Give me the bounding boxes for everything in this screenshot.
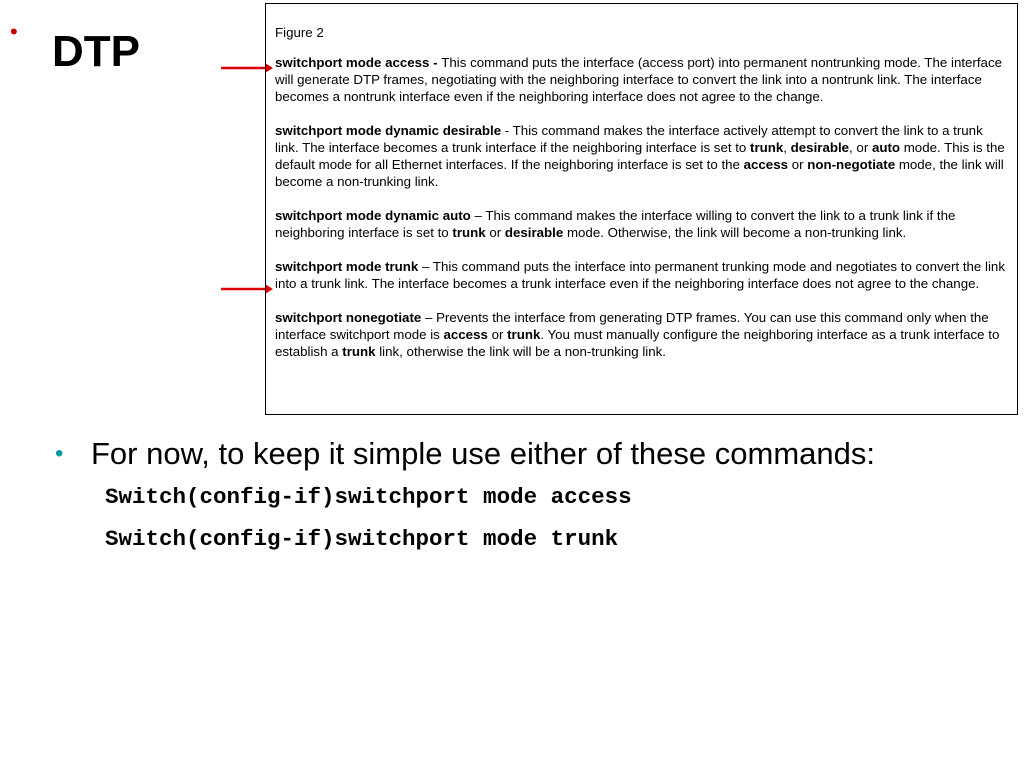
paragraph-text: This command puts the interface (access port) into permanent nontrunking mode. The interface will generate DTP frames, negotiating with the neighboring interface to convert the link into a nontrunk link. The interface becomes a nontrunk interface even if the neighboring interface does not agree to the change. (275, 55, 1002, 104)
bullet-text: For now, to keep it simple use either of these commands: (91, 436, 875, 471)
paragraph-text: . You must manually configure the neighboring interface as a trunk interface to establish a (275, 327, 1000, 359)
paragraph-text: mode. This is the default mode for all Ethernet interfaces. If the neighboring interface is set to the (275, 140, 1005, 172)
bold-term: switchport mode dynamic auto (275, 208, 471, 223)
slide-title: DTP (52, 27, 140, 76)
figure-paragraph (275, 258, 1009, 292)
paragraph-text: mode. Otherwise, the link will become a non-trunking link. (563, 225, 907, 240)
bold-term: trunk (452, 225, 486, 240)
figure-paragraphs (275, 54, 1009, 360)
figure-2-box (265, 3, 1018, 415)
paragraph-text: , or (849, 140, 872, 155)
figure-title: Figure 2 (275, 25, 324, 40)
bold-term: trunk (342, 344, 376, 359)
figure-paragraph (275, 309, 1009, 360)
paragraph-text: - This command makes the interface actively attempt to convert the link to a trunk link. The interface becomes a trunk interface if the neighboring interface is set to (275, 123, 983, 155)
command-trunk: Switch(config-if)switchport mode trunk (105, 526, 619, 552)
figure-paragraph (275, 122, 1009, 190)
bold-term: desirable (504, 225, 564, 240)
bold-term: access (743, 157, 788, 172)
paragraph-text: mode, the link will become a non-trunking link. (275, 157, 1004, 189)
paragraph-text: or (485, 225, 505, 240)
bullet-icon: • (55, 440, 64, 467)
bold-term: switchport mode access - (275, 55, 442, 70)
paragraph-text: – This command makes the interface willing to convert the link to a trunk link if the neighboring interface is set to (275, 208, 956, 240)
title-bullet-icon: • (10, 19, 18, 44)
bold-term: switchport mode trunk (275, 259, 419, 274)
bold-term: switchport nonegotiate (275, 310, 422, 325)
paragraph-text: or (487, 327, 508, 342)
paragraph-text: link, otherwise the link will be a non-trunking link. (375, 344, 666, 359)
command-access: Switch(config-if)switchport mode access (105, 484, 632, 510)
bold-term: switchport mode dynamic desirable (275, 123, 502, 138)
bold-term: non-negotiate (807, 157, 896, 172)
bold-term: access (443, 327, 488, 342)
paragraph-text: , (783, 140, 791, 155)
bold-term: trunk (507, 327, 541, 342)
bold-term: auto (871, 140, 901, 155)
paragraph-text: or (788, 157, 808, 172)
figure-paragraph (275, 207, 1009, 241)
bold-term: trunk (750, 140, 784, 155)
paragraph-text: – Prevents the interface from generating DTP frames. You can use this command only when the interface switchport mode is (275, 310, 989, 342)
paragraph-text: – This command puts the interface into permanent trunking mode and negotiates to convert the link into a trunk link. The interface becomes a trunk interface even if the neighboring interface does not agree to the change. (275, 259, 1005, 291)
figure-paragraph (275, 54, 1009, 105)
bold-term: desirable (790, 140, 850, 155)
